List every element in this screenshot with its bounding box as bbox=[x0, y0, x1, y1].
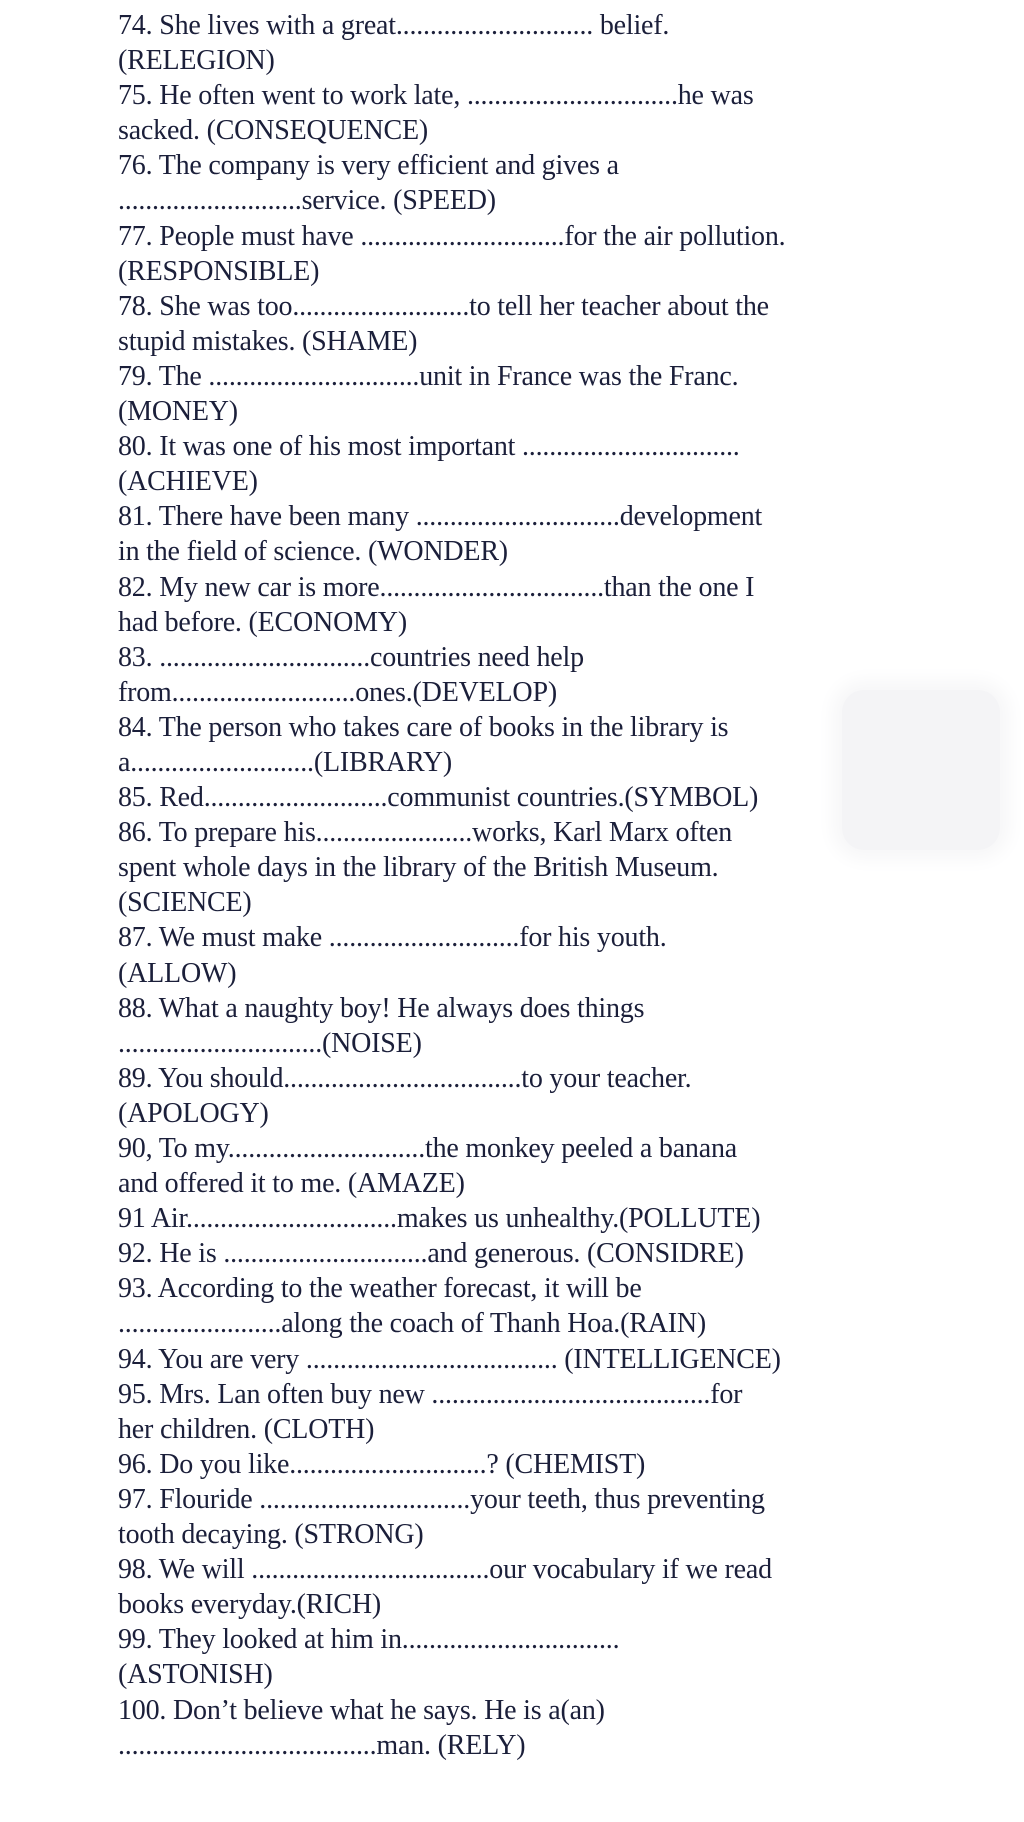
text-line: ......................................man. (RELY) bbox=[118, 1729, 526, 1761]
text-line: from...........................ones.(DEVELOP) bbox=[118, 676, 557, 708]
text-line: (RESPONSIBLE) bbox=[118, 255, 320, 287]
text-line: 97. Flouride ...............................your teeth, thus preventing bbox=[118, 1483, 765, 1515]
text-line: sacked. (CONSEQUENCE) bbox=[118, 115, 428, 147]
text-line: stupid mistakes. (SHAME) bbox=[118, 325, 418, 357]
text-line: 94. You are very ..................................... (INTELLIGENCE) bbox=[118, 1343, 781, 1375]
text-line: (ACHIEVE) bbox=[118, 466, 258, 498]
text-line: a...........................(LIBRARY) bbox=[118, 746, 453, 778]
text-line: and offered it to me. (AMAZE) bbox=[118, 1168, 465, 1200]
text-line: had before. (ECONOMY) bbox=[118, 606, 407, 638]
text-line: 75. He often went to work late, ...............................he was bbox=[118, 80, 754, 112]
text-line: 82. My new car is more.................................than the one I bbox=[118, 571, 755, 603]
text-line: 100. Don’t believe what he says. He is a(an) bbox=[118, 1694, 605, 1726]
text-line: books everyday.(RICH) bbox=[118, 1589, 382, 1621]
text-line: 90, To my.............................the monkey peeled a banana bbox=[118, 1133, 737, 1164]
text-line: 83. ...............................countries need help bbox=[118, 641, 584, 673]
text-line: 87. We must make ............................for his youth. bbox=[118, 922, 667, 954]
text-line: 78. She was too..........................to tell her teacher about the bbox=[118, 290, 769, 322]
text-line: (APOLOGY) bbox=[118, 1097, 269, 1129]
text-line: 98. We will ...................................our vocabulary if we read bbox=[118, 1554, 772, 1586]
text-line: 91 Air...............................makes us unhealthy.(POLLUTE) bbox=[118, 1203, 761, 1235]
text-line: 76. The company is very efficient and gives a bbox=[118, 150, 619, 182]
text-line: 81. There have been many ..............................development bbox=[118, 501, 763, 533]
text-line: (MONEY) bbox=[118, 396, 238, 428]
exercise-text bbox=[118, 8, 938, 1763]
text-line: 80. It was one of his most important ................................ bbox=[118, 431, 740, 463]
text-line: tooth decaying. (STRONG) bbox=[118, 1519, 424, 1551]
text-line: ..............................(NOISE) bbox=[118, 1027, 422, 1059]
text-line: 99. They looked at him in................................ bbox=[118, 1624, 620, 1656]
text-line: ...........................service. (SPEED) bbox=[118, 185, 496, 217]
text-line: her children. (CLOTH) bbox=[118, 1413, 375, 1445]
text-line: (SCIENCE) bbox=[118, 887, 252, 919]
text-line: 85. Red...........................communist countries.(SYMBOL) bbox=[118, 782, 759, 814]
text-line: (ALLOW) bbox=[118, 957, 237, 989]
text-line: 93. According to the weather forecast, it will be bbox=[118, 1273, 642, 1305]
text-line: 92. He is ..............................and generous. (CONSIDRE) bbox=[118, 1238, 744, 1270]
text-line: 77. People must have ..............................for the air pollution. bbox=[118, 220, 786, 252]
text-line: 86. To prepare his.......................works, Karl Marx often bbox=[118, 817, 733, 849]
text-line: 95. Mrs. Lan often buy new .........................................for bbox=[118, 1378, 743, 1410]
text-line: ........................along the coach of Thanh Hoa.(RAIN) bbox=[118, 1308, 706, 1340]
text-line: 88. What a naughty boy! He always does things bbox=[118, 992, 645, 1024]
text-line: 79. The ...............................unit in France was the Franc. bbox=[118, 360, 739, 392]
text-line: in the field of science. (WONDER) bbox=[118, 536, 508, 568]
text-line: (ASTONISH) bbox=[118, 1659, 273, 1691]
text-line: 96. Do you like.............................? (CHEMIST) bbox=[118, 1448, 646, 1480]
text-line: 89. You should...................................to your teacher. bbox=[118, 1062, 692, 1094]
text-line: 74. She lives with a great............................. belief. bbox=[118, 10, 670, 41]
text-line: 84. The person who takes care of books in the library is bbox=[118, 711, 729, 743]
text-line: (RELEGION) bbox=[118, 45, 275, 77]
text-line: spent whole days in the library of the British Museum. bbox=[118, 852, 719, 884]
